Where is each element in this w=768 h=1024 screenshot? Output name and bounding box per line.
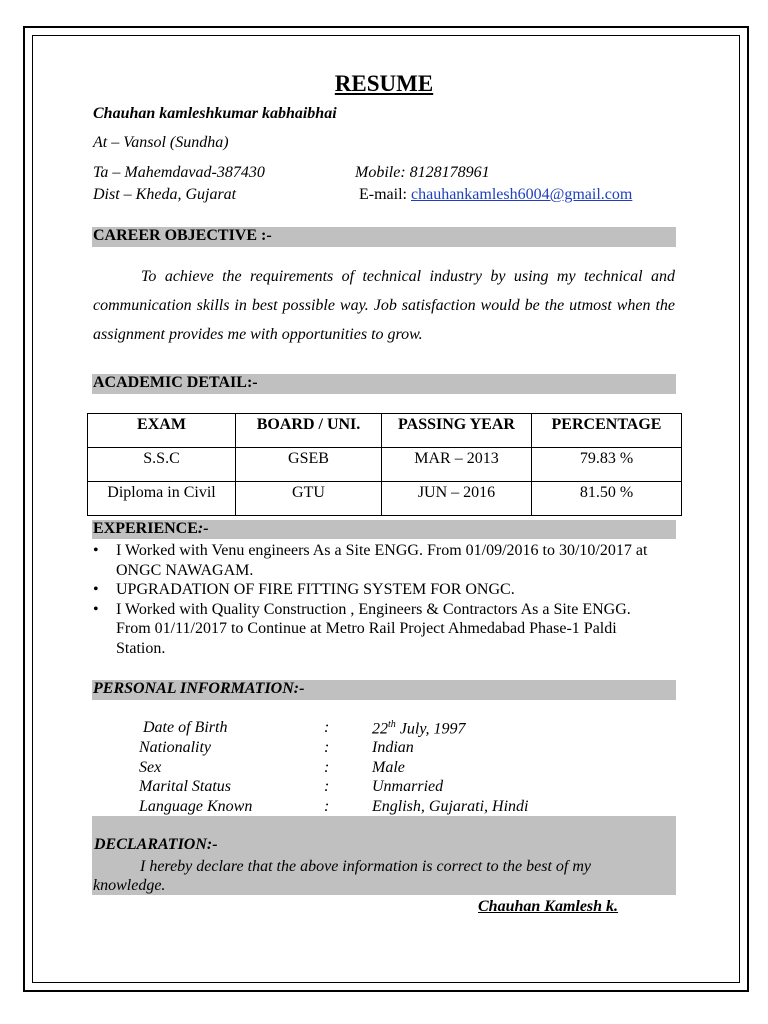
- table-cell: Diploma in Civil: [88, 482, 236, 516]
- separator: :: [324, 778, 330, 795]
- experience-list: [93, 541, 653, 658]
- table-row: [88, 448, 682, 482]
- table-cell: GSEB: [236, 448, 382, 482]
- declaration-box: [92, 816, 676, 895]
- table-cell: S.S.C: [88, 448, 236, 482]
- mobile-number: Mobile: 8128178961: [355, 164, 490, 181]
- separator: :: [324, 759, 330, 776]
- signature: Chauhan Kamlesh k.: [478, 898, 619, 915]
- separator: :: [324, 798, 330, 815]
- resume-title: RESUME: [334, 71, 434, 96]
- nationality-label: Nationality: [139, 739, 211, 756]
- address-village: At – Vansol (Sundha): [93, 134, 229, 151]
- separator: :: [324, 719, 330, 736]
- academic-heading: ACADEMIC DETAIL:-: [92, 374, 676, 394]
- column-header: PASSING YEAR: [382, 414, 532, 448]
- table-cell: MAR – 2013: [382, 448, 532, 482]
- table-row: [88, 482, 682, 516]
- list-item: • I Worked with Venu engineers As a Site ENGG. From 01/09/2016 to 30/10/2017 at ONGC NAWAGAM.: [93, 542, 648, 579]
- table-header-row: [88, 414, 682, 448]
- marital-status-value: Unmarried: [372, 778, 444, 795]
- column-header: EXAM: [88, 414, 236, 448]
- table-cell: 79.83 %: [532, 448, 682, 482]
- column-header: PERCENTAGE: [532, 414, 682, 448]
- declaration-heading: DECLARATION:-: [94, 836, 218, 853]
- nationality-value: Indian: [372, 739, 414, 756]
- dob-label: Date of Birth: [143, 719, 228, 736]
- bullet-icon: •: [93, 542, 99, 559]
- language-label: Language Known: [139, 798, 253, 815]
- academic-table: [87, 413, 682, 516]
- list-item: • I Worked with Quality Construction , Engineers & Contractors As a Site ENGG. From 01/11/2017 to Continue at Metro Rail Project Ahmedabad Phase-1 Paldi Station.: [93, 600, 631, 657]
- career-objective-text: To achieve the requirements of technical industry by using my technical and communication skills in best possible way. Job satisfaction would be the utmost when the assignment provides me with opportunities to grow.: [93, 268, 675, 343]
- address-taluka: Ta – Mahemdavad-387430: [93, 164, 265, 181]
- sex-label: Sex: [139, 759, 162, 776]
- separator: :: [324, 739, 330, 756]
- applicant-name: Chauhan kamleshkumar kabhaibhai: [93, 105, 337, 122]
- list-item: • UPGRADATION OF FIRE FITTING SYSTEM FOR ONGC.: [93, 581, 515, 598]
- email-line: [359, 186, 632, 204]
- table-cell: JUN – 2016: [382, 482, 532, 516]
- declaration-text: I hereby declare that the above information is correct to the best of my knowledge.: [93, 858, 591, 894]
- table-cell: 81.50 %: [532, 482, 682, 516]
- marital-status-label: Marital Status: [139, 778, 232, 795]
- bullet-icon: •: [93, 581, 99, 598]
- email-link[interactable]: chauhankamlesh6004@gmail.com: [410, 186, 633, 203]
- column-header: BOARD / UNI.: [236, 414, 382, 448]
- language-value: English, Gujarati, Hindi: [372, 798, 529, 815]
- email-label: E-mail:: [359, 186, 411, 203]
- table-cell: GTU: [236, 482, 382, 516]
- dob-value: 22th July, 1997: [372, 719, 466, 738]
- address-district: Dist – Kheda, Gujarat: [93, 186, 237, 203]
- bullet-icon: •: [93, 600, 99, 618]
- career-objective-heading: CAREER OBJECTIVE :-: [92, 227, 676, 247]
- personal-info-heading: PERSONAL INFORMATION:-: [92, 680, 676, 700]
- sex-value: Male: [372, 759, 405, 776]
- experience-heading: EXPERIENCE:-: [92, 520, 676, 539]
